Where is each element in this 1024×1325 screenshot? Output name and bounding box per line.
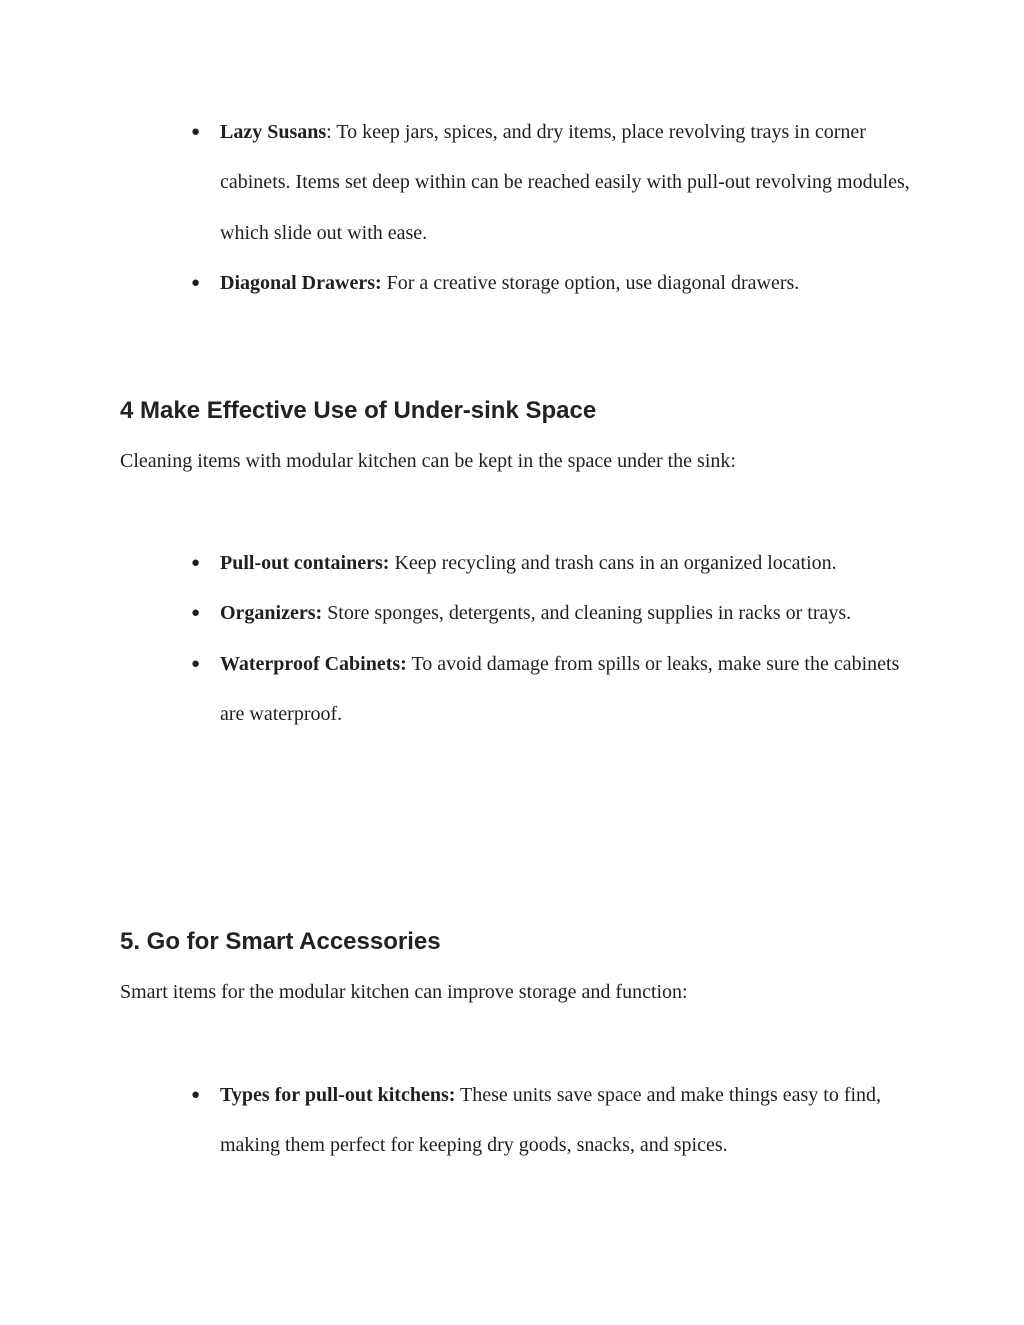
bullet-icon: ●: [191, 273, 201, 291]
item-text: These units save space and make things easy to find, making them perfect for keeping dry goods, snacks, and spices.: [220, 1084, 882, 1157]
item-term: Lazy Susans: [220, 121, 327, 143]
item-term: Organizers:: [220, 602, 323, 625]
list-item: [190, 639, 910, 740]
item-text: To keep jars, spices, and dry items, place revolving trays in corner cabinets. Items set deep within can be reached easily with pull-out revolving modules, which slide out with ease.: [220, 121, 910, 244]
bullet-icon: ●: [191, 604, 201, 622]
section-intro: Smart items for the modular kitchen can improve storage and function:: [120, 981, 688, 1003]
item-text: Keep recycling and trash cans in an organized location.: [394, 552, 837, 574]
bullet-icon: ●: [191, 1086, 201, 1103]
under-sink-list: [190, 538, 910, 739]
bullet-icon: ●: [191, 123, 201, 140]
item-term: Diagonal Drawers:: [220, 271, 382, 294]
smart-accessories-list: [190, 1070, 910, 1171]
list-item: [190, 588, 910, 638]
item-text: For a creative storage option, use diagonal drawers.: [386, 271, 800, 294]
item-separator: :: [326, 121, 337, 143]
list-item: [190, 538, 910, 588]
section-heading: 4 Make Effective Use of Under-sink Space: [120, 397, 597, 424]
storage-options-list: [190, 107, 910, 308]
list-item: [190, 107, 910, 258]
item-text: Store sponges, detergents, and cleaning supplies in racks or trays.: [327, 602, 852, 625]
bullet-icon: ●: [191, 654, 201, 672]
list-item: [190, 258, 910, 308]
item-text: To avoid damage from spills or leaks, make sure the cabinets are waterproof.: [220, 652, 900, 725]
item-term: Types for pull-out kitchens:: [220, 1084, 456, 1106]
section-intro: Cleaning items with modular kitchen can be kept in the space under the sink:: [120, 450, 736, 472]
bullet-icon: ●: [191, 554, 201, 571]
item-term: Waterproof Cabinets:: [220, 652, 407, 675]
section-heading: 5. Go for Smart Accessories: [120, 928, 441, 955]
list-item: [190, 1070, 910, 1171]
item-term: Pull-out containers:: [220, 552, 390, 574]
